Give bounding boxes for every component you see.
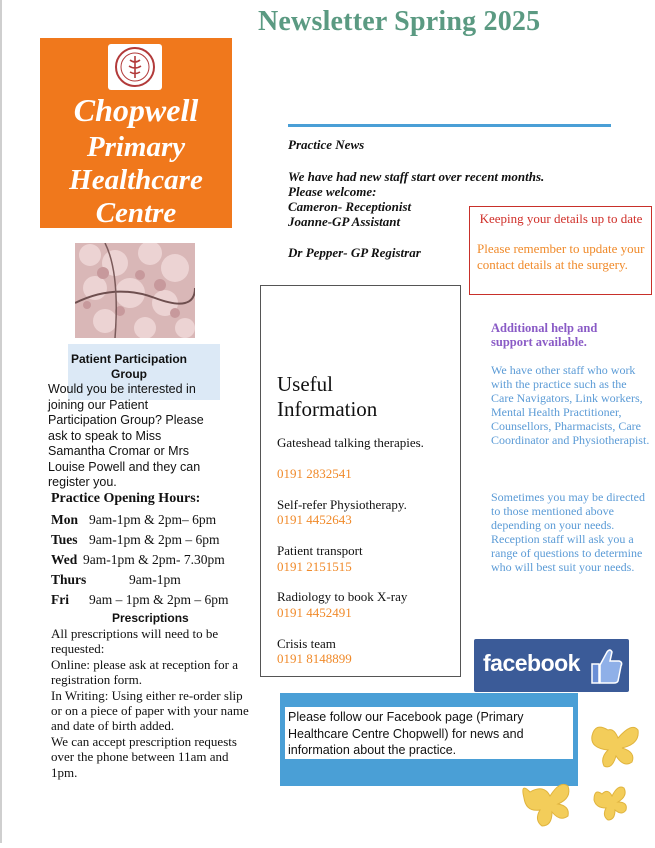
facebook-wordmark: facebook — [483, 650, 580, 676]
additional-help-directions: Sometimes you may be directed to those mentioned above depending on your needs. Reception staff will ask you a range of questions to determine who will best suit your needs. — [491, 490, 645, 574]
useful-information-title: Useful Information — [277, 372, 378, 421]
logo-line-healthcare: Healthcare — [69, 164, 203, 196]
butterfly-decoration-icon — [520, 722, 655, 843]
hours-time: 9am-1pm & 2pm– 6pm — [89, 512, 217, 527]
hours-time: 9am-1pm & 2pm – 6pm — [89, 532, 220, 547]
hours-day: Tues — [51, 532, 78, 547]
details-body: Please remember to update your contact details at the surgery. — [477, 241, 645, 272]
ppg-title: Patient Participation Group — [70, 352, 188, 381]
useful-item-label: Gateshead talking therapies. — [277, 435, 424, 450]
cherry-blossom-image — [75, 243, 195, 338]
prescriptions-body: All prescriptions will need to be requested: Online: please ask at reception for a registration form. In Writing: Using either re-order slip or on a piece of paper with your name and date of birth added. We can accept prescription requests over the phone between 11am and 1pm. — [51, 626, 249, 780]
logo-line-chopwell: Chopwell — [73, 92, 199, 128]
news-line: Please welcome: — [288, 184, 377, 199]
hours-time: 9am – 1pm & 2pm – 6pm — [89, 592, 229, 607]
hours-day: Thurs — [51, 572, 87, 587]
facebook-follow-text: Please follow our Facebook page (Primary Healthcare Centre Chopwell) for news and information about the practice. — [288, 710, 524, 757]
useful-item-label: Radiology to book X-ray — [277, 589, 408, 604]
hours-row — [51, 572, 181, 588]
hours-row — [51, 552, 225, 568]
hours-day: Wed — [51, 552, 78, 567]
useful-item-phone: 0191 2151515 — [277, 559, 352, 574]
useful-item-phone: 0191 2832541 — [277, 466, 352, 481]
useful-item-label: Crisis team — [277, 636, 336, 651]
useful-item-label: Patient transport — [277, 543, 363, 558]
healthcare-seal-icon — [108, 44, 162, 90]
useful-item-phone: 0191 4452643 — [277, 512, 352, 527]
practice-news-title: Practice News — [288, 137, 365, 152]
ppg-body: Would you be interested in joining our Patient Participation Group? Please ask to speak to Miss Samantha Cromar or Mrs Louise Powell and they can register you. — [48, 382, 204, 489]
hours-row — [51, 512, 216, 528]
prescriptions-title: Prescriptions — [112, 611, 189, 625]
useful-item-phone: 0191 8148899 — [277, 651, 352, 666]
additional-help-staff: We have other staff who work with the practice such as the Care Navigators, Link workers, Mental Health Practitioner, Counsellors, Pharmacists, Care Coordinator and Physiotherapist. — [491, 363, 650, 447]
logo-line-primary: Primary — [86, 131, 186, 163]
useful-item-phone: 0191 4452491 — [277, 605, 352, 620]
details-title: Keeping your details up to date — [479, 211, 643, 226]
thumbs-up-icon — [588, 646, 624, 686]
additional-help-title: Additional help and support available. — [491, 321, 598, 349]
news-line: Dr Pepper- GP Registrar — [288, 245, 421, 260]
hours-row — [51, 592, 229, 608]
newsletter-title: Newsletter Spring 2025 — [258, 6, 541, 37]
hours-row — [51, 532, 220, 548]
news-line: Joanne-GP Assistant — [288, 214, 401, 229]
logo-line-centre: Centre — [95, 197, 177, 229]
hours-day: Mon — [51, 512, 78, 527]
news-divider — [288, 124, 611, 127]
page-edge — [0, 0, 2, 843]
hours-time: 9am-1pm — [129, 572, 181, 587]
opening-hours-title: Practice Opening Hours: — [51, 491, 201, 506]
news-line: Cameron- Receptionist — [288, 199, 412, 214]
hours-day: Fri — [51, 592, 69, 607]
useful-item-label: Self-refer Physiotherapy. — [277, 497, 407, 512]
news-line: We have had new staff start over recent months. — [288, 169, 545, 184]
hours-time: 9am-1pm & 2pm- 7.30pm — [83, 552, 225, 567]
